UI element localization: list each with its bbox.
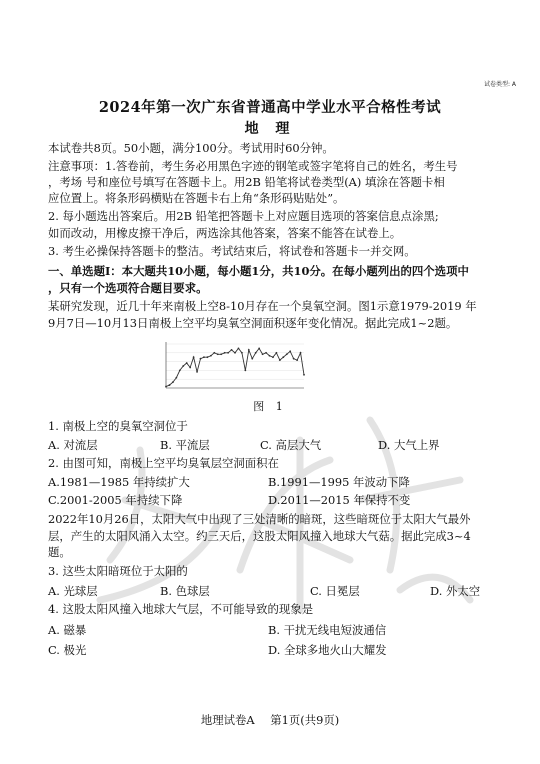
data-point (279, 359, 281, 361)
option-c[interactable]: C. 极光 (48, 643, 87, 657)
option-b[interactable]: B. 色球层 (160, 584, 210, 598)
option-c[interactable]: C. 高层大气 (260, 438, 322, 452)
data-point (179, 370, 181, 372)
data-point (217, 353, 219, 355)
option-a[interactable]: A. 对流层 (48, 438, 98, 452)
data-point (296, 359, 298, 361)
data-point (272, 356, 274, 358)
data-point (293, 358, 295, 360)
instruction-line: ，考场 号和座位号填写在答题卡上。用2B 铅笔将试卷类型(A) 填涂在答题卡相 (48, 175, 445, 189)
data-point (248, 349, 250, 351)
instruction-line: 3. 考生必操保持答题卡的整洁。考试结束后，将试卷和答题卡一并交网。 (48, 244, 416, 258)
material-text: 层，产生的太阳风涌入太空。约三天后，这股太阳风撞入地球大气菇。据此完成3~4 (48, 529, 471, 543)
data-point (244, 370, 246, 372)
data-point (238, 348, 240, 350)
figure-caption: 图 1 (253, 400, 287, 413)
material-text: 2022年10月26日，太阳大气中出现了三处清晰的暗斑，这些暗斑位于太阳大气最外 (48, 512, 471, 526)
data-point (265, 352, 267, 354)
instruction-line: 应位置上。将条形码横贴在答题卡右上角“条形码贴贴处”。 (48, 191, 345, 205)
option-a[interactable]: A. 光球层 (48, 584, 98, 598)
instruction-line: 2. 每小题选出答案后。用2B 铅笔把答题卡上对应题目选项的答案信息点涂黑; (48, 209, 439, 223)
subject-heading: 地 理 (244, 121, 296, 137)
data-point (227, 352, 229, 354)
option-c[interactable]: C.2001-2005 年持续下降 (48, 493, 183, 507)
option-b[interactable]: B. 干扰无线电短波通信 (268, 623, 387, 637)
data-point (241, 352, 243, 354)
question-stem: 1. 南极上空的臭氧空洞位于 (48, 419, 188, 433)
data-point (286, 353, 288, 355)
data-point (193, 356, 195, 358)
data-point (189, 367, 191, 369)
data-point (258, 348, 260, 350)
question-stem: 2. 由图可知，南极上空平均臭氧层空洞面积在 (48, 456, 279, 470)
option-d[interactable]: D.2011—2015 年保持不变 (268, 493, 411, 507)
data-point (282, 356, 284, 358)
data-point (255, 352, 257, 354)
data-point (220, 353, 222, 355)
ozone-hole-chart (158, 338, 308, 394)
instruction-line: 注意事项：1.答卷前，考生务必用黑色字迹的钢笔或签字笔将自己的姓名，考生号 (48, 159, 458, 173)
material-text: 9月7日—10月13日南极上空平均臭氧空洞面积逐年变化情况。据此完成1~2题。 (48, 316, 458, 330)
option-d[interactable]: D. 全球多地火山大耀发 (268, 643, 387, 657)
data-point (251, 358, 253, 360)
data-point (210, 355, 212, 357)
option-a[interactable]: A.1981—1985 年持续扩大 (48, 475, 190, 489)
data-point (224, 352, 226, 354)
data-point (207, 356, 209, 358)
data-point (169, 384, 171, 386)
data-point (165, 386, 167, 388)
section-heading: ，只有一个选项符合题目要求。 (48, 281, 208, 295)
option-b[interactable]: B.1991—1995 年波动下降 (268, 475, 410, 489)
data-point (289, 350, 291, 352)
material-text: 题。 (48, 545, 71, 559)
data-point (276, 352, 278, 354)
data-point (231, 349, 233, 351)
option-a[interactable]: A. 磁暴 (48, 623, 87, 637)
data-point (172, 381, 174, 383)
data-point (175, 377, 177, 379)
data-point (303, 374, 305, 376)
data-point (234, 352, 236, 354)
data-point (186, 362, 188, 364)
option-d[interactable]: D. 大气上界 (378, 438, 440, 452)
data-point (262, 353, 264, 355)
data-point (300, 352, 302, 354)
paper-type-tag: 试卷类型: A (483, 81, 516, 88)
chart-background (158, 338, 308, 394)
question-stem: 3. 这些太阳暗斑位于太阳的 (48, 564, 188, 578)
data-point (182, 365, 184, 367)
question-stem: 4. 这股太阳风撞入地球大气层，不可能导致的现象是 (48, 602, 314, 616)
data-point (200, 358, 202, 360)
data-point (203, 356, 205, 358)
data-point (269, 355, 271, 357)
material-text: 某研究发现，近几十年来南极上空8-10月存在一个臭氧空洞。图1示意1979-2019 年 (48, 299, 477, 313)
exam-title: 2024年第一次广东省普通高中学业水平合格性考试 (98, 99, 442, 116)
option-c[interactable]: C. 日冕层 (310, 584, 360, 598)
footer-paper-name: 地理试卷A (200, 713, 255, 727)
page-footer (0, 712, 540, 728)
exam-info: 本试卷共8页。50小题，满分100分。考试用时60分钟。 (48, 141, 334, 155)
option-b[interactable]: B. 平流层 (160, 438, 210, 452)
instruction-line: 如而改动，用橡皮擦干净后，两选涂其他答案，答案不能答在试卷上。 (48, 226, 402, 240)
data-point (196, 371, 198, 373)
section-heading: 一、单选题Ⅰ：本大题共10小题，每小题1分，共10分。在每小题列出的四个选项中 (48, 264, 469, 278)
option-d[interactable]: D. 外太空 (430, 584, 481, 598)
footer-page-number: 第1页(共9页) (270, 713, 340, 727)
data-point (213, 352, 215, 354)
